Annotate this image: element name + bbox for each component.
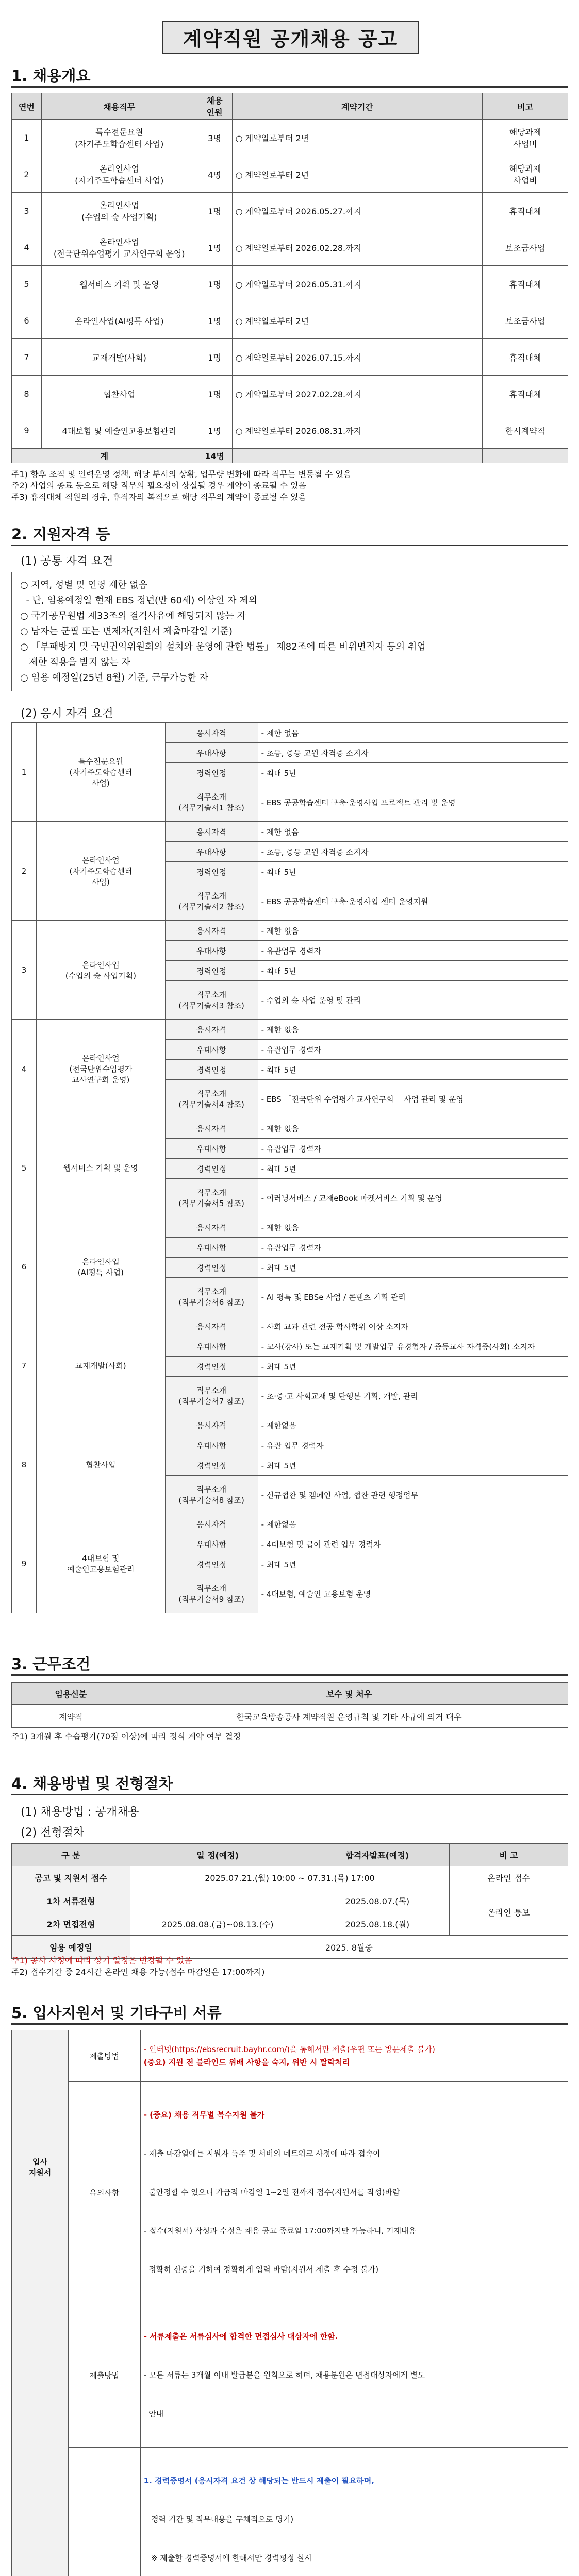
qualification-label: 우대사항 <box>165 1534 258 1554</box>
qualification-label: 경력인정 <box>165 1455 258 1476</box>
common-req-line: ○ 「부패방지 및 국민권익위원회의 설치와 운영에 관한 법률」 제82조에 따른 비위면직자 등의 취업 <box>20 641 426 652</box>
overview-job: 온라인사업 (자기주도학습센터 사업) <box>41 156 197 193</box>
overview-note: 한시계약직 <box>483 412 568 449</box>
qualification-label: 경력인정 <box>165 1357 258 1377</box>
common-req-line: 제한 적용을 받지 않는 자 <box>20 657 130 668</box>
overview-period: ○ 계약일로부터 2027.02.28.까지 <box>232 376 483 412</box>
overview-count: 1명 <box>197 339 232 376</box>
qualification-value: - 제한없음 <box>258 1415 568 1435</box>
work-header-pay: 보수 및 처우 <box>130 1683 568 1705</box>
overview-count: 1명 <box>197 193 232 229</box>
overview-body <box>12 120 568 449</box>
overview-note: 보조금사업 <box>483 229 568 266</box>
overview-header-row <box>12 93 568 120</box>
header-period: 계약기간 <box>232 93 483 120</box>
qualification-label: 응시자격 <box>165 1415 258 1435</box>
qualification-row <box>12 921 568 941</box>
qualification-value: - 제한 없음 <box>258 822 568 842</box>
qualification-value: - 최대 5년 <box>258 961 568 981</box>
header-no: 연번 <box>12 93 42 120</box>
section-3-heading: 3. 근무조건 <box>11 1655 91 1673</box>
work-pay: 한국교육방송공사 계약직원 운영규칙 및 기타 사규에 의거 대우 <box>130 1705 568 1728</box>
overview-job: 협찬사업 <box>41 376 197 412</box>
qualification-value: - 최대 5년 <box>258 1554 568 1574</box>
section-4-rule <box>11 1794 568 1795</box>
overview-count: 4명 <box>197 156 232 193</box>
process-row <box>12 1866 568 1889</box>
section-2-heading: 2. 지원자격 등 <box>11 526 110 543</box>
doc-notice-content <box>140 2082 568 2303</box>
qualification-value: - 최대 5년 <box>258 763 568 783</box>
process-schedule <box>130 1889 305 1912</box>
section-3-rule <box>11 1674 568 1676</box>
doc-row <box>12 2448 568 2576</box>
overview-notes: 주1) 향후 조직 및 인력운영 정책, 해당 부서의 상황, 업무량 변화에 따라 직무는 변동될 수 있음 주2) 사업의 종료 등으로 해당 직무의 필요성이 상실될 경우 계약이 종료될 수 있음 주3) 휴직대체 직원의 경우, 휴직자의 복직으로 해당 직무의 계약이 종료될 수 있음 <box>11 469 352 502</box>
overview-job: 온라인사업 (전국단위수업평가 교사연구회 운영) <box>41 229 197 266</box>
process-schedule: 2025. 8월중 <box>130 1936 568 1959</box>
overview-row <box>12 266 568 302</box>
doc-docs-submit-line: - 모든 서류는 3개월 이내 발급분을 원칙으로 하며, 채용분원은 면접대상자에게 별도 <box>143 2370 425 2380</box>
section-5-rule <box>11 2023 568 2025</box>
work-header-status: 임용신분 <box>12 1683 130 1705</box>
overview-no: 2 <box>12 156 42 193</box>
qualification-label: 경력인정 <box>165 1060 258 1080</box>
overview-no: 1 <box>12 120 42 156</box>
qualification-value: - 4대보험 및 급여 관련 업무 경력자 <box>258 1534 568 1554</box>
total-blank-2 <box>483 449 568 463</box>
qualification-value: - 교사(강사) 또는 교재기획 및 개발업무 유경험자 / 중등교사 자격증(사회) 소지자 <box>258 1336 568 1357</box>
qualification-row <box>12 1118 568 1139</box>
qualification-value: - 유관 업무 경력자 <box>258 1435 568 1455</box>
overview-job: 웹서비스 기획 및 운영 <box>41 266 197 302</box>
qualification-label: 직무소개 (직무기술서8 참조) <box>165 1476 258 1514</box>
overview-job: 온라인사업 (수업의 숲 사업기획) <box>41 193 197 229</box>
qualification-value: - 유관업무 경력자 <box>258 1139 568 1159</box>
doc-docs-submit-label: 제출방법 <box>68 2303 140 2448</box>
qualification-no: 9 <box>12 1514 37 1613</box>
qualification-label: 직무소개 (직무기술서6 참조) <box>165 1278 258 1316</box>
overview-period: ○ 계약일로부터 2026.02.28.까지 <box>232 229 483 266</box>
doc-notice-line: - 접수(지원서) 작성과 수정은 채용 공고 종료일 17:00까지만 가능하니, 기재내용 <box>143 2226 416 2235</box>
qualification-value: - 4대보험, 예술인 고용보험 운영 <box>258 1574 568 1613</box>
qualification-value: - 최대 5년 <box>258 1258 568 1278</box>
process-header-remark: 비 고 <box>450 1844 568 1866</box>
qualification-value: - 제한 없음 <box>258 723 568 743</box>
work-status: 계약직 <box>12 1705 130 1728</box>
qualification-value: - AI 평특 및 EBSe 사업 / 콘텐츠 기획 관리 <box>258 1278 568 1316</box>
qualification-value: - 유관업무 경력자 <box>258 1238 568 1258</box>
overview-row <box>12 302 568 339</box>
qualification-row <box>12 1514 568 1534</box>
qualification-value: - 초·중·고 사회교재 및 단행본 기획, 개발, 관리 <box>258 1377 568 1415</box>
overview-no: 9 <box>12 412 42 449</box>
overview-note: 해당과제 사업비 <box>483 156 568 193</box>
process-stage: 2차 면접전형 <box>12 1912 130 1936</box>
overview-row <box>12 120 568 156</box>
overview-job: 교재개발(사회) <box>41 339 197 376</box>
qualification-row <box>12 1316 568 1336</box>
qualification-heading: (2) 응시 자격 요건 <box>21 707 113 720</box>
overview-note: 해당과제 사업비 <box>483 120 568 156</box>
overview-note: 보조금사업 <box>483 302 568 339</box>
qualification-job: 온라인사업 (수업의 숲 사업기획) <box>36 921 165 1020</box>
qualification-no: 6 <box>12 1217 37 1316</box>
process-header-stage: 구 분 <box>12 1844 130 1866</box>
doc-docs-submit-content <box>140 2303 568 2448</box>
qualification-value: - EBS 공공학습센터 구축·운영사업 프로젝트 관리 및 운영 <box>258 783 568 822</box>
qualification-no: 2 <box>12 822 37 921</box>
documents-table <box>11 2030 568 2576</box>
qualification-value: - 초등, 중등 교원 자격증 소지자 <box>258 842 568 862</box>
overview-no: 4 <box>12 229 42 266</box>
qualification-value: - 제한없음 <box>258 1514 568 1534</box>
process-row <box>12 1889 568 1912</box>
qualification-label: 응시자격 <box>165 1217 258 1238</box>
overview-job: 4대보험 및 예술인고용보험관리 <box>41 412 197 449</box>
common-req-line: ○ 임용 예정일(25년 8월) 기준, 근무가능한 자 <box>20 672 208 683</box>
qualification-label: 경력인정 <box>165 961 258 981</box>
overview-row <box>12 339 568 376</box>
overview-period: ○ 계약일로부터 2년 <box>232 156 483 193</box>
overview-count: 1명 <box>197 302 232 339</box>
overview-row <box>12 376 568 412</box>
overview-count: 1명 <box>197 412 232 449</box>
page-title: 계약직원 공개채용 공고 <box>162 21 419 54</box>
doc-docs-line: 경력 기간 및 직무내용을 구체적으로 명기) <box>143 2515 294 2524</box>
common-req-line: - 단, 임용예정일 현재 EBS 정년(만 60세) 이상인 자 제외 <box>20 595 257 606</box>
doc-docs-submit-line: - 서류제출은 서류심사에 합격한 면접심사 대상자에 한함. <box>143 2332 338 2341</box>
overview-row <box>12 229 568 266</box>
qualification-label: 응시자격 <box>165 723 258 743</box>
work-conditions-table <box>11 1682 568 1728</box>
qualification-value: - 초등, 중등 교원 자격증 소지자 <box>258 743 568 763</box>
qualification-value: - 제한 없음 <box>258 1217 568 1238</box>
qualification-row <box>12 1020 568 1040</box>
overview-period: ○ 계약일로부터 2026.07.15.까지 <box>232 339 483 376</box>
qualification-label: 우대사항 <box>165 743 258 763</box>
qualification-value: - 유관업무 경력자 <box>258 1040 568 1060</box>
qualification-label: 직무소개 (직무기술서3 참조) <box>165 981 258 1020</box>
section-5-heading: 5. 입사지원서 및 기타구비 서류 <box>11 2004 222 2022</box>
qualification-label: 직무소개 (직무기술서4 참조) <box>165 1080 258 1118</box>
qualification-label: 우대사항 <box>165 842 258 862</box>
qualification-row <box>12 723 568 743</box>
doc-submit-label: 제출방법 <box>68 2030 140 2082</box>
overview-period: ○ 계약일로부터 2026.08.31.까지 <box>232 412 483 449</box>
qualification-label: 응시자격 <box>165 1020 258 1040</box>
qualification-value: - 사회 교과 관련 전공 학사학위 이상 소지자 <box>258 1316 568 1336</box>
process-result: 2025.08.18.(월) <box>305 1912 450 1936</box>
overview-period: ○ 계약일로부터 2년 <box>232 302 483 339</box>
overview-note: 휴직대체 <box>483 193 568 229</box>
doc-row <box>12 2082 568 2303</box>
qualification-body <box>12 723 568 1613</box>
process-header-result: 합격자발표(예정) <box>305 1844 450 1866</box>
common-requirements-box <box>11 572 569 691</box>
section-1-heading: 1. 채용개요 <box>11 67 91 84</box>
qualification-no: 1 <box>12 723 37 822</box>
qualification-value: - 제한 없음 <box>258 1020 568 1040</box>
overview-row <box>12 156 568 193</box>
doc-docs-line: 1. 경력증명서 (응시자격 요건 상 해당되는 반드시 제출이 필요하며, <box>143 2476 374 2485</box>
overview-period: ○ 계약일로부터 2026.05.27.까지 <box>232 193 483 229</box>
qualification-value: - EBS 공공학습센터 구축·운영사업 센터 운영지원 <box>258 882 568 921</box>
overview-job: 온라인사업(AI평특 사업) <box>41 302 197 339</box>
qualification-value: - 최대 5년 <box>258 1357 568 1377</box>
work-header-row <box>12 1683 568 1705</box>
process-header-row <box>12 1844 568 1866</box>
overview-note: 휴직대체 <box>483 266 568 302</box>
total-label: 계 <box>12 449 197 463</box>
qualification-label: 직무소개 (직무기술서1 참조) <box>165 783 258 822</box>
qualification-label: 우대사항 <box>165 941 258 961</box>
qualification-no: 8 <box>12 1415 37 1514</box>
qualification-no: 4 <box>12 1020 37 1118</box>
qualification-value: - 제한 없음 <box>258 921 568 941</box>
overview-period: ○ 계약일로부터 2026.05.31.까지 <box>232 266 483 302</box>
overview-no: 7 <box>12 339 42 376</box>
qualification-job: 온라인사업 (AI평특 사업) <box>36 1217 165 1316</box>
overview-note: 휴직대체 <box>483 339 568 376</box>
overview-no: 3 <box>12 193 42 229</box>
overview-count: 1명 <box>197 376 232 412</box>
qualification-value: - 유관업무 경력자 <box>258 941 568 961</box>
qualification-job: 교재개발(사회) <box>36 1316 165 1415</box>
qualification-label: 직무소개 (직무기술서9 참조) <box>165 1574 258 1613</box>
qualification-label: 경력인정 <box>165 862 258 882</box>
overview-row <box>12 193 568 229</box>
doc-notice-label: 유의사항 <box>68 2082 140 2303</box>
qualification-value: - 최대 5년 <box>258 1455 568 1476</box>
qualification-label: 우대사항 <box>165 1435 258 1455</box>
qualification-value: - 제한 없음 <box>258 1118 568 1139</box>
qualification-value: - 수업의 숲 사업 운영 및 관리 <box>258 981 568 1020</box>
qualification-value: - 최대 5년 <box>258 1060 568 1080</box>
qualification-no: 3 <box>12 921 37 1020</box>
process-stage: 1차 서류전형 <box>12 1889 130 1912</box>
qualification-label: 응시자격 <box>165 921 258 941</box>
doc-docs-content <box>140 2448 568 2576</box>
qualification-job: 4대보험 및 예술인고용보험관리 <box>36 1514 165 1613</box>
process-note-red: 주1) 공사 사정에 따라 상기 일정은 변경될 수 있음 <box>11 1956 192 1965</box>
doc-submit-line: - 인터넷(https://ebsrecruit.bayhr.com/)을 통해서만 제출(우편 또는 방문제출 불가) <box>143 2044 435 2054</box>
qualification-value: - EBS 「전국단위 수업평가 교사연구회」 사업 관리 및 운영 <box>258 1080 568 1118</box>
qualification-job: 특수전문요원 (자기주도학습센터 사업) <box>36 723 165 822</box>
process-schedule: 2025.07.21.(월) 10:00 ~ 07.31.(목) 17:00 <box>130 1866 449 1889</box>
qualification-value: - 이러닝서비스 / 교재eBook 마켓서비스 기획 및 운영 <box>258 1179 568 1217</box>
process-result: 2025.08.07.(목) <box>305 1889 450 1912</box>
process-note: 주2) 접수기간 중 24시간 온라인 채용 가능(접수 마감일은 17:00까지) <box>11 1967 265 1977</box>
work-note: 주1) 3개월 후 수습평가(70점 이상)에 따라 정식 계약 여부 결정 <box>11 1732 241 1741</box>
doc-notice-line: 불안정할 수 있으니 가급적 마감일 1~2일 전까지 접수(지원서를 작성)바람 <box>143 2188 400 2197</box>
qualification-label: 경력인정 <box>165 1554 258 1574</box>
qualification-label: 응시자격 <box>165 1316 258 1336</box>
process-table <box>11 1843 568 1959</box>
doc-docs-submit-line: 안내 <box>143 2409 164 2418</box>
qualification-label: 경력인정 <box>165 1258 258 1278</box>
qualification-label: 응시자격 <box>165 822 258 842</box>
common-req-line: ○ 국가공무원법 제33조의 결격사유에 해당되지 않는 자 <box>20 611 246 621</box>
doc-docs-label <box>68 2448 140 2576</box>
work-row <box>12 1705 568 1728</box>
qualification-label: 직무소개 (직무기술서7 참조) <box>165 1377 258 1415</box>
qualification-row <box>12 1217 568 1238</box>
qualification-label: 우대사항 <box>165 1238 258 1258</box>
header-job: 채용직무 <box>41 93 197 120</box>
overview-job: 특수전문요원 (자기주도학습센터 사업) <box>41 120 197 156</box>
qualification-job: 온라인사업 (전국단위수업평가 교사연구회 운영) <box>36 1020 165 1118</box>
doc-notice-line: - (중요) 채용 직무별 복수지원 불가 <box>143 2110 265 2120</box>
qualification-label: 우대사항 <box>165 1139 258 1159</box>
overview-no: 5 <box>12 266 42 302</box>
qualification-label: 경력인정 <box>165 763 258 783</box>
doc-row <box>12 2030 568 2082</box>
common-req-line: ○ 지역, 성별 및 연령 제한 없음 <box>20 580 148 590</box>
section-4-heading: 4. 채용방법 및 전형절차 <box>11 1775 173 1792</box>
overview-note: 휴직대체 <box>483 376 568 412</box>
doc-notice-line: 정확히 신중을 기하여 정확하게 입력 바람(지원서 제출 후 수정 불가) <box>143 2265 379 2274</box>
qualification-value: - 신규협찬 및 캠페인 사업, 협찬 관련 행정업무 <box>258 1476 568 1514</box>
overview-count: 3명 <box>197 120 232 156</box>
process-header-schedule: 일 정(예정) <box>130 1844 305 1866</box>
overview-no: 6 <box>12 302 42 339</box>
qualification-table <box>11 722 568 1613</box>
overview-count: 1명 <box>197 229 232 266</box>
overview-total-row <box>12 449 568 463</box>
qualification-row <box>12 822 568 842</box>
qualification-label: 우대사항 <box>165 1336 258 1357</box>
qualification-label: 직무소개 (직무기술서5 참조) <box>165 1179 258 1217</box>
qualification-value: - 최대 5년 <box>258 862 568 882</box>
qualification-row <box>12 1415 568 1435</box>
common-req-line: ○ 남자는 군필 또는 면제자(지원서 제출마감일 기준) <box>20 626 233 637</box>
qualification-job: 온라인사업 (자기주도학습센터 사업) <box>36 822 165 921</box>
process-remark-merged: 온라인 통보 <box>450 1889 568 1936</box>
qualification-no: 5 <box>12 1118 37 1217</box>
doc-submit-content <box>140 2030 568 2082</box>
qualification-value: - 최대 5년 <box>258 1159 568 1179</box>
qualification-job: 웹서비스 기획 및 운영 <box>36 1118 165 1217</box>
method-heading: (1) 채용방법 : 공개채용 <box>21 1806 139 1819</box>
doc-row <box>12 2303 568 2448</box>
section-2-rule <box>11 545 568 546</box>
common-req-heading: (1) 공통 자격 요건 <box>21 555 113 568</box>
overview-period: ○ 계약일로부터 2년 <box>232 120 483 156</box>
qualification-label: 응시자격 <box>165 1118 258 1139</box>
doc-submit-line: (중요) 지원 전 블라인드 위배 사항을 숙지, 위반 시 탈락처리 <box>143 2057 350 2067</box>
total-count: 14명 <box>197 449 232 463</box>
doc-category-2 <box>12 2303 69 2576</box>
overview-count: 1명 <box>197 266 232 302</box>
header-count: 채용 인원 <box>197 93 232 120</box>
process-heading: (2) 전형절차 <box>21 1826 85 1839</box>
qualification-job: 협찬사업 <box>36 1415 165 1514</box>
section-1-rule <box>11 86 568 88</box>
header-note: 비고 <box>483 93 568 120</box>
process-stage: 공고 및 지원서 접수 <box>12 1866 130 1889</box>
qualification-label: 경력인정 <box>165 1159 258 1179</box>
doc-category-1: 입사 지원서 <box>12 2030 69 2303</box>
overview-row <box>12 412 568 449</box>
overview-table <box>11 93 568 463</box>
process-schedule: 2025.08.08.(금)~08.13.(수) <box>130 1912 305 1936</box>
process-remark: 온라인 접수 <box>450 1866 568 1889</box>
total-blank-1 <box>232 449 483 463</box>
qualification-no: 7 <box>12 1316 37 1415</box>
qualification-label: 응시자격 <box>165 1514 258 1534</box>
doc-notice-line: - 제출 마감일에는 지원자 폭주 및 서버의 네트워크 사정에 따라 접속이 <box>143 2149 381 2158</box>
doc-docs-line: ※ 제출한 경력증명서에 한해서만 경력평정 실시 <box>143 2553 312 2563</box>
process-stage: 임용 예정일 <box>12 1936 130 1959</box>
qualification-label: 우대사항 <box>165 1040 258 1060</box>
qualification-label: 직무소개 (직무기술서2 참조) <box>165 882 258 921</box>
overview-no: 8 <box>12 376 42 412</box>
